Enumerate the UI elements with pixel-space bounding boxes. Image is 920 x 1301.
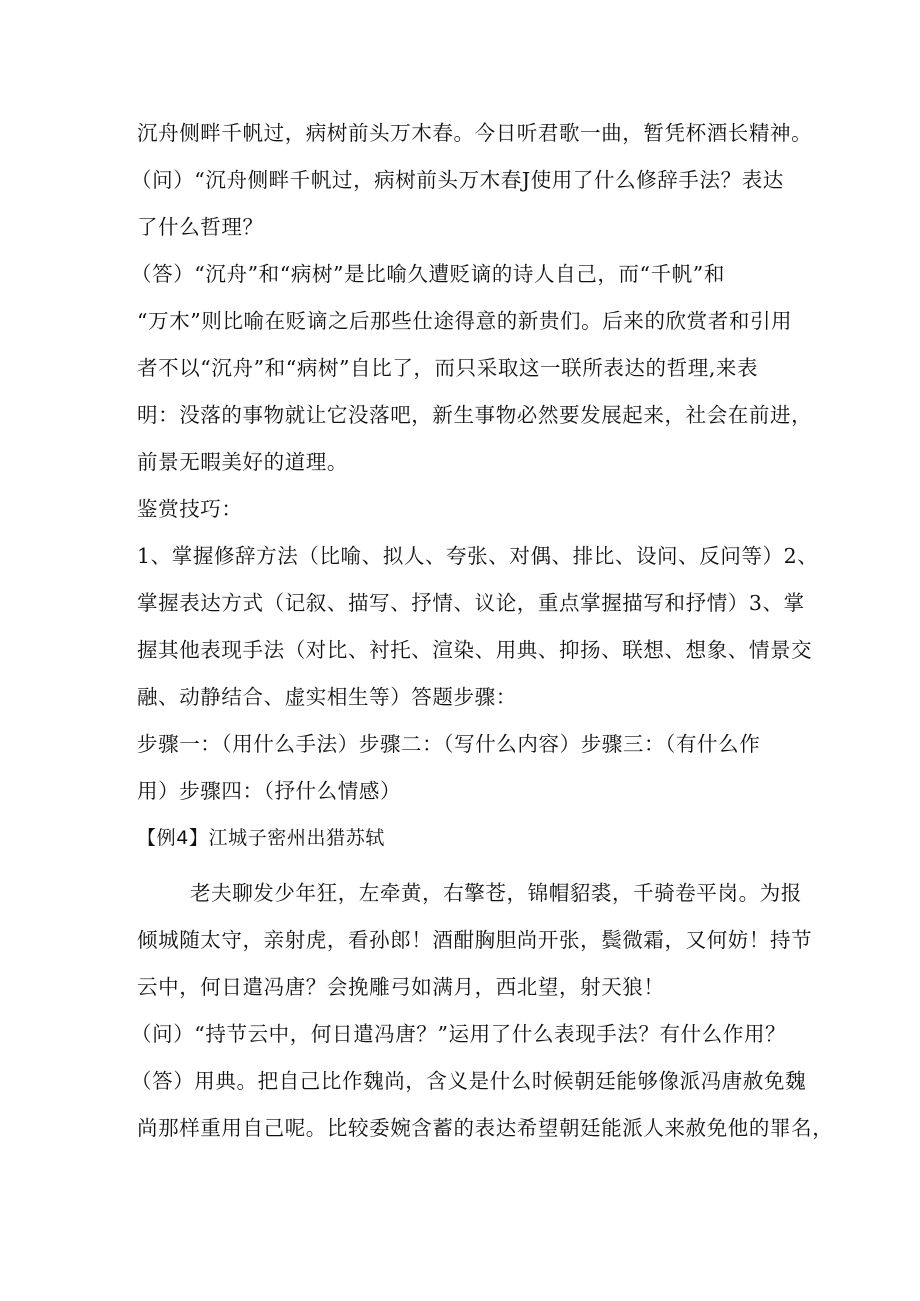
text-line-14: 步骤一：（用什么手法）步骤二：（写什么内容）步骤三：（有什么作 xyxy=(137,732,761,756)
example-4-heading: 【例4】江城子密州出猎苏轼 xyxy=(137,827,385,849)
text-line-15: 用）步骤四：（抒什么情感） xyxy=(137,779,402,803)
text-line-7: 明：没落的事物就让它没落吧，新生事物必然要发展起来，社会在前进， xyxy=(137,403,813,427)
text-line-8: 前景无暇美好的道理。 xyxy=(137,450,348,474)
text-line-1: 沉舟侧畔千帆过，病树前头万木春。今日听君歌一曲，暂凭杯酒长精神。 xyxy=(137,121,813,145)
text-line-4: （答）“沉舟”和“病树”是比喻久遭贬谪的诗人自己，而“千帆”和 xyxy=(131,262,725,286)
text-line-2: （问）“沉舟侧畔千帆过，病树前头万木春J使用了什么修辞手法？表达 xyxy=(131,168,784,192)
text-line-11: 掌握表达方式（记叙、描写、抒情、议论，重点掌握描写和抒情）3、掌 xyxy=(137,591,805,615)
text-line-13: 融、动静结合、虚实相生等）答题步骤： xyxy=(137,685,517,709)
text-line-5: “万木”则比喻在贬谪之后那些仕途得意的新贵们。后来的欣赏者和引用 xyxy=(137,309,793,333)
text-line-3: 了什么哲理？ xyxy=(137,215,264,239)
poem-line-3: 云中，何日遣冯唐？会挽雕弓如满月，西北望，射天狼！ xyxy=(137,975,665,999)
text-line-10: 1、掌握修辞方法（比喻、拟人、夸张、对偶、排比、设问、反问等）2、 xyxy=(137,544,819,568)
text-line-12: 握其他表现手法（对比、衬托、渲染、用典、抑扬、联想、想象、情景交 xyxy=(137,638,813,662)
section-label-appreciation-tips: 鉴赏技巧： xyxy=(137,497,243,521)
answer-line-2: 尚那样重用自己呢。比较委婉含蓄的表达希望朝廷能派人来赦免他的罪名， xyxy=(137,1116,834,1140)
poem-line-2: 倾城随太守，亲射虎，看孙郎！酒酣胸胆尚开张，鬓微霜，又何妨！持节 xyxy=(137,928,813,952)
poem-line-1: 老夫聊发少年狂，左牵黄，右擎苍，锦帽貂裘，千骑卷平岗。为报 xyxy=(190,881,802,905)
question-line: （问）“持节云中，何日遣冯唐？”运用了什么表现手法？有什么作用？ xyxy=(131,1022,787,1046)
answer-line-1: （答）用典。把自己比作魏尚，含义是什么时候朝廷能够像派冯唐赦免魏 xyxy=(131,1069,807,1093)
text-line-6: 者不以“沉舟”和“病树”自比了，而只采取这一联所表达的哲理,来表 xyxy=(137,356,759,380)
